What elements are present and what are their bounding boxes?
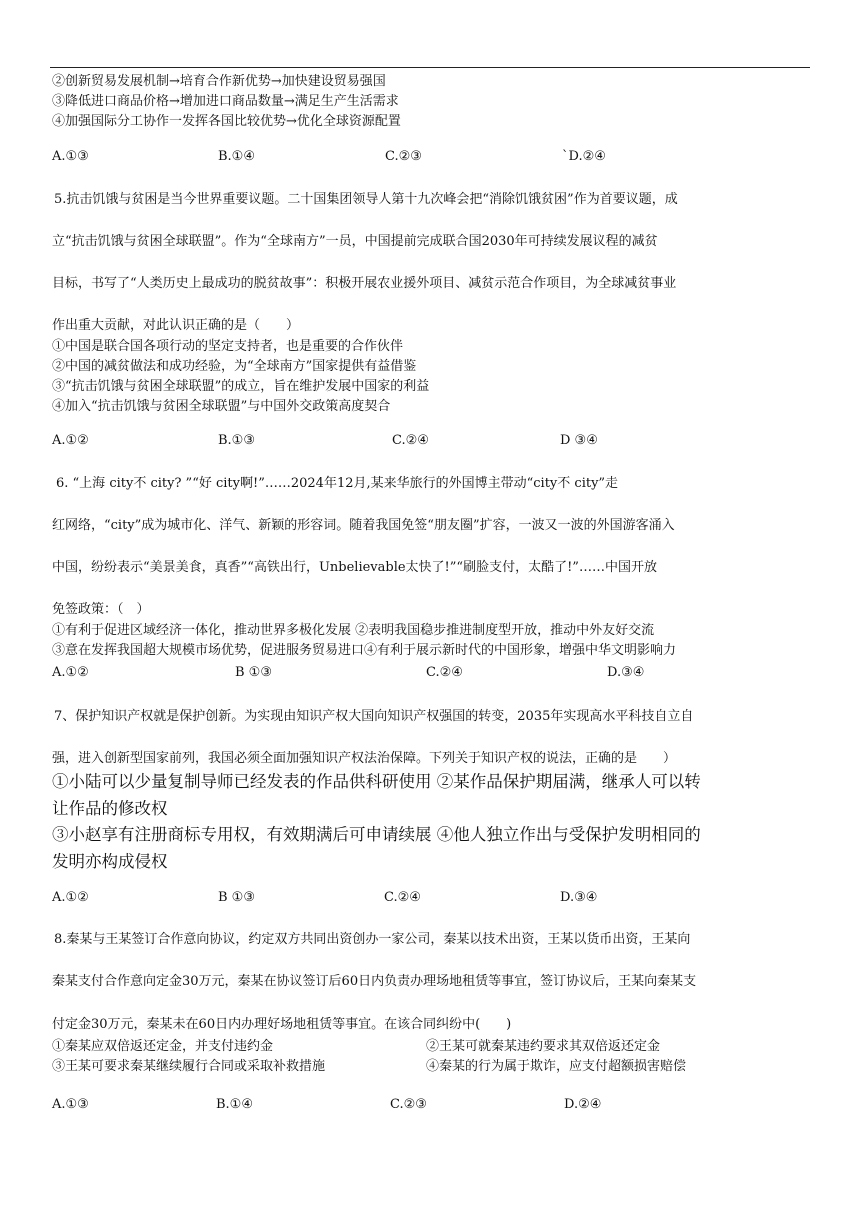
header-rule [50,67,810,68]
option-c[interactable]: C.②④ [426,665,463,680]
q5-stem-line-2: 立“抗击饥饿与贫困全球联盟”。作为“全球南方”一员，中国提前完成联合国2030年可持续发展议程的减贫 [52,234,658,249]
q8-item-4: ④秦某的行为属于欺诈，应支付超额损害赔偿 [426,1059,687,1074]
option-a[interactable]: A.①② [52,890,89,905]
option-a[interactable]: A.①③ [52,1097,89,1112]
q7-stem-line-2: 强，进入创新型国家前列，我国必须全面加强知识产权法治保障。下列关于知识产权的说法，正确的是 ） [52,751,677,766]
q5-stem-line-3: 目标，书写了“人类历史上最成功的脱贫故事”：积极开展农业援外项目、减贫示范合作项目，为全球减贫事业 [52,276,677,291]
q6-item-1: ①有利于促进区域经济一体化，推动世界多极化发展 ②表明我国稳步推进制度型开放，推动中外友好交流 [52,623,655,638]
q7-stem-line-1: 7、保护知识产权就是保护创新。为实现由知识产权大国向知识产权强国的转变，2035年实现高水平科技自立自 [54,709,694,724]
option-d[interactable]: `D.②④ [562,149,606,164]
option-b[interactable]: B.①③ [218,433,255,448]
q7-item-line-1: ①小陆可以少量复制导师已经发表的作品供科研使用 ②某作品保护期届满，继承人可以转 [52,772,701,791]
q5-item-4: ④加入“抗击饥饿与贫困全球联盟”与中国外交政策高度契合 [52,399,391,414]
q6-stem-line-1: 6. “上海 city不 city? ”“好 city啊!”……2024年12月,某来华旅行的外国博主带动“city不 city”走 [56,476,619,491]
q7-item-line-4: 发明亦构成侵权 [52,852,168,871]
q4-item-2: ②创新贸易发展机制→培育合作新优势→加快建设贸易强国 [52,74,386,89]
option-a[interactable]: A.①② [52,665,89,680]
q8-item-1: ①秦某应双倍返还定金，并支付违约金 [52,1039,274,1054]
q5-stem-line-1: 5.抗击饥饿与贫困是当今世界重要议题。二十国集团领导人第十九次峰会把“消除饥饿贫困”作为首要议题，成 [54,192,678,207]
q5-stem-line-4: 作出重大贡献，对此认识正确的是（ ） [52,318,300,333]
q7-item-line-3: ③小赵享有注册商标专用权，有效期满后可申请续展 ④他人独立作出与受保护发明相同的 [52,825,701,844]
q6-item-2: ③意在发挥我国超大规模市场优势，促进服务贸易进口④有利于展示新时代的中国形象，增强中华文明影响力 [52,643,677,658]
option-d[interactable]: D.③④ [560,890,598,905]
option-b[interactable]: B.①④ [216,1097,253,1112]
option-d[interactable]: D.②④ [564,1097,602,1112]
option-b[interactable]: B ①③ [235,665,272,680]
q8-stem-line-2: 秦某支付合作意向定金30万元，秦某在协议签订后60日内负责办理场地租赁等事宜，签订协议后，王某向秦某支 [52,974,697,989]
option-c[interactable]: C.②③ [390,1097,427,1112]
option-d[interactable]: D ③④ [560,433,598,448]
option-b[interactable]: B ①③ [218,890,255,905]
q8-item-3: ③王某可要求秦某继续履行合同或采取补救措施 [52,1059,326,1074]
q5-item-1: ①中国是联合国各项行动的坚定支持者，也是重要的合作伙伴 [52,339,404,354]
q4-item-3: ③降低进口商品价格→增加进口商品数量→满足生产生活需求 [52,94,399,109]
q5-item-3: ③“抗击饥饿与贫困全球联盟”的成立，旨在维护发展中国家的利益 [52,379,430,394]
q8-stem-line-3: 付定金30万元，秦某未在60日内办理好场地租赁等事宜。在该合同纠纷中( ) [52,1017,512,1032]
option-c[interactable]: C.②④ [384,890,421,905]
q6-stem-line-2: 红网络，“city”成为城市化、洋气、新颖的形容词。随着我国免签“朋友圈”扩容，一波又一波的外国游客涌入 [52,518,675,533]
option-d[interactable]: D.③④ [607,665,645,680]
option-a[interactable]: A.①② [52,433,89,448]
q7-item-line-2: 让作品的修改权 [52,799,168,818]
q6-stem-line-3: 中国，纷纷表示“美景美食，真香”“高铁出行，Unbelievable太快了!”“刷脸支付，太酷了!”……中国开放 [52,560,657,575]
q5-item-2: ②中国的减贫做法和成功经验，为“全球南方”国家提供有益借鉴 [52,359,417,374]
option-b[interactable]: B.①④ [218,149,255,164]
option-c[interactable]: C.②④ [392,433,429,448]
q8-stem-line-1: 8.秦某与王某签订合作意向协议，约定双方共同出资创办一家公司，秦某以技术出资，王某以货币出资，王某向 [54,932,691,947]
q8-item-2: ②王某可就秦某违约要求其双倍返还定金 [426,1039,661,1054]
option-a[interactable]: A.①③ [52,149,89,164]
option-c[interactable]: C.②③ [385,149,422,164]
q6-stem-line-4: 免签政策：（ ） [52,602,150,617]
q4-item-4: ④加强国际分工协作一发挥各国比较优势→优化全球资源配置 [52,114,401,129]
